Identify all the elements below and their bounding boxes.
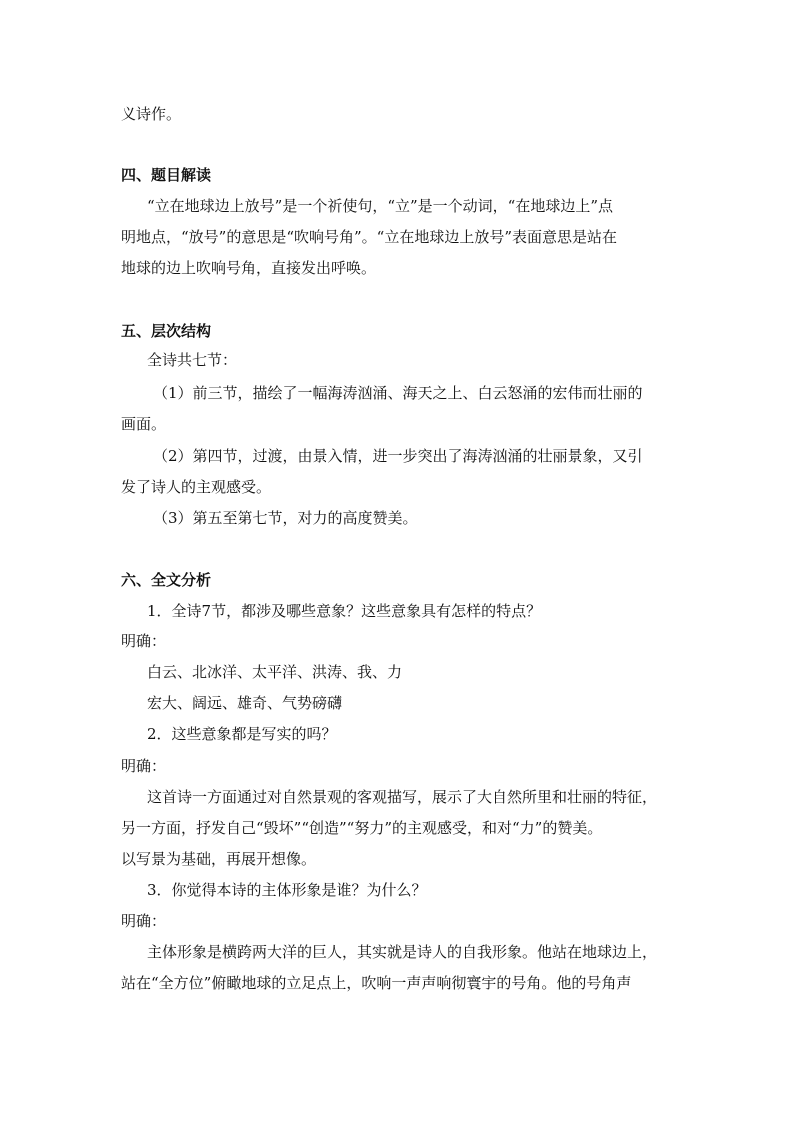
paragraph-line: 明地点，“放号”的意思是“吹响号角”。“立在地球边上放号”表面意思是站在 — [121, 228, 618, 246]
answer-line: 主体形象是横跨两大洋的巨人，其实就是诗人的自我形象。他站在地球边上， — [147, 943, 658, 961]
list-item: （3）第五至第七节，对力的高度赞美。 — [153, 509, 418, 527]
section-heading-title-interpretation: 四、题目解读 — [121, 166, 212, 184]
list-item: （1）前三节，描绘了一幅海涛汹涌、海天之上、白云怒涌的宏伟而壮丽的 — [153, 384, 643, 402]
paragraph-line: 画面。 — [121, 415, 167, 433]
answer-line: 白云、北冰洋、太平洋、洪涛、我、力 — [147, 663, 403, 681]
section-heading-analysis: 六、全文分析 — [121, 571, 212, 589]
paragraph-line: 全诗共七节： — [147, 351, 238, 369]
answer-label: 明确： — [121, 757, 167, 775]
paragraph-line: 发了诗人的主观感受。 — [121, 478, 272, 496]
question: 2．这些意象都是写实的吗？ — [147, 725, 337, 743]
answer-line: 这首诗一方面通过对自然景观的客观描写，展示了大自然所里和壮丽的特征， — [147, 788, 658, 806]
answer-label: 明确： — [121, 632, 167, 650]
section-heading-structure: 五、层次结构 — [121, 322, 212, 340]
text-line: 义诗作。 — [121, 105, 182, 123]
answer-line: 另一方面，抒发自己“毁坏”“创造”“努力”的主观感受，和对“力”的赞美。 — [121, 819, 603, 837]
answer-label: 明确： — [121, 912, 167, 930]
answer-line: 站在“全方位”俯瞰地球的立足点上，吹响一声声响彻寰宇的号角。他的号角声 — [121, 974, 632, 992]
list-item: （2）第四节，过渡，由景入情，进一步突出了海涛汹涌的壮丽景象，又引 — [153, 447, 643, 465]
answer-line: 以写景为基础，再展开想像。 — [121, 850, 317, 868]
answer-line: 宏大、阔远、雄奇、气势磅礴 — [147, 694, 343, 712]
paragraph-line: 地球的边上吹响号角，直接发出呼唤。 — [121, 259, 377, 277]
paragraph-line: “立在地球边上放号”是一个祈使句，“立”是一个动词，“在地球边上”点 — [147, 197, 614, 215]
question: 3．你觉得本诗的主体形象是谁？为什么？ — [147, 881, 427, 899]
question: 1．全诗7节，都涉及哪些意象？这些意象具有怎样的特点？ — [147, 602, 542, 620]
